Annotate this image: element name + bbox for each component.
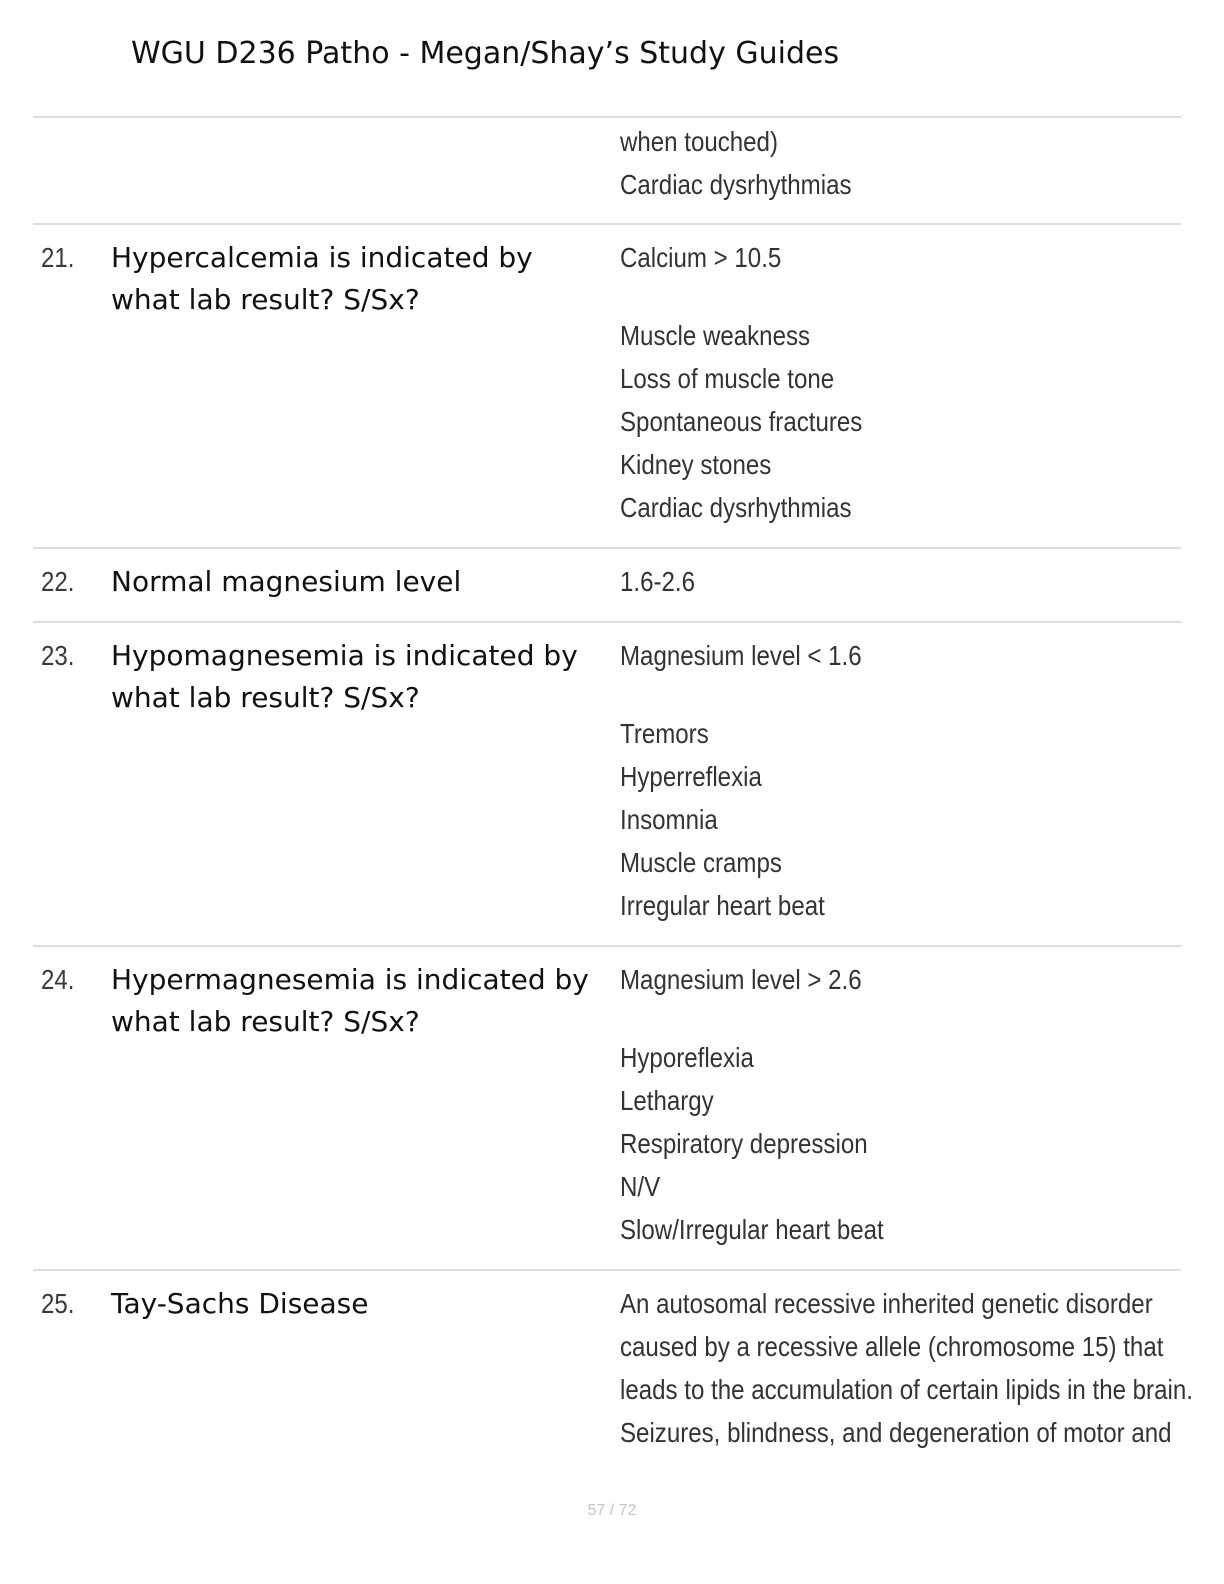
item-number: 21. xyxy=(41,242,75,273)
answer xyxy=(620,560,695,603)
question-line: what lab result? S/Sx? xyxy=(111,681,420,714)
symptom: Insomnia xyxy=(620,804,718,835)
question-line: Hypercalcemia is indicated by xyxy=(111,241,533,274)
symptom: Cardiac dysrhythmias xyxy=(620,492,852,523)
symptom: Spontaneous fractures xyxy=(620,406,863,437)
item-number: 24. xyxy=(41,964,75,995)
page-number: 57 / 72 xyxy=(587,1502,637,1519)
question-line: what lab result? S/Sx? xyxy=(111,1005,420,1038)
question-line: Normal magnesium level xyxy=(111,565,462,598)
divider xyxy=(33,945,1181,947)
divider xyxy=(33,1269,1181,1271)
answer-line: An autosomal recessive inherited genetic disorder xyxy=(620,1288,1153,1319)
symptom: Loss of muscle tone xyxy=(620,363,835,394)
question-line: Hypomagnesemia is indicated by xyxy=(111,639,578,672)
symptom: Muscle weakness xyxy=(620,320,811,351)
question-line: Tay-Sachs Disease xyxy=(111,1287,369,1320)
question xyxy=(111,561,461,603)
answer xyxy=(620,236,862,529)
answer-line: Cardiac dysrhythmias xyxy=(620,169,852,200)
symptom: Slow/Irregular heart beat xyxy=(620,1214,884,1245)
symptom: Lethargy xyxy=(620,1085,714,1116)
divider xyxy=(33,223,1181,225)
symptom: Tremors xyxy=(620,718,709,749)
answer xyxy=(620,1282,1193,1454)
lab-value: 1.6-2.6 xyxy=(620,566,695,597)
symptom: Hyperreflexia xyxy=(620,761,762,792)
item-number: 23. xyxy=(41,640,75,671)
document-title: WGU D236 Patho - Megan/Shay’s Study Guides xyxy=(131,36,840,71)
symptom: Muscle cramps xyxy=(620,847,782,878)
symptom: Irregular heart beat xyxy=(620,890,825,921)
lab-value: Magnesium level > 2.6 xyxy=(620,964,862,995)
question-line: Hypermagnesemia is indicated by xyxy=(111,963,589,996)
divider xyxy=(33,116,1181,118)
answer-line: Seizures, blindness, and degeneration of motor and xyxy=(620,1417,1172,1448)
symptom: Respiratory depression xyxy=(620,1128,868,1159)
question xyxy=(111,1283,369,1325)
question-line: what lab result? S/Sx? xyxy=(111,283,420,316)
answer xyxy=(620,958,884,1251)
lab-value: Magnesium level < 1.6 xyxy=(620,640,862,671)
question xyxy=(111,237,533,321)
symptom: Kidney stones xyxy=(620,449,772,480)
continued-answer xyxy=(620,120,852,206)
divider xyxy=(33,621,1181,623)
answer xyxy=(620,634,862,927)
item-number: 25. xyxy=(41,1288,75,1319)
answer-line: caused by a recessive allele (chromosome 15) that xyxy=(620,1331,1164,1362)
answer-line: leads to the accumulation of certain lipids in the brain. xyxy=(620,1374,1193,1405)
question xyxy=(111,635,578,719)
lab-value: Calcium > 10.5 xyxy=(620,242,782,273)
symptom: N/V xyxy=(620,1171,661,1202)
question xyxy=(111,959,589,1043)
item-number: 22. xyxy=(41,566,75,597)
answer-line: when touched) xyxy=(620,126,778,157)
symptom: Hyporeflexia xyxy=(620,1042,754,1073)
divider xyxy=(33,547,1181,549)
